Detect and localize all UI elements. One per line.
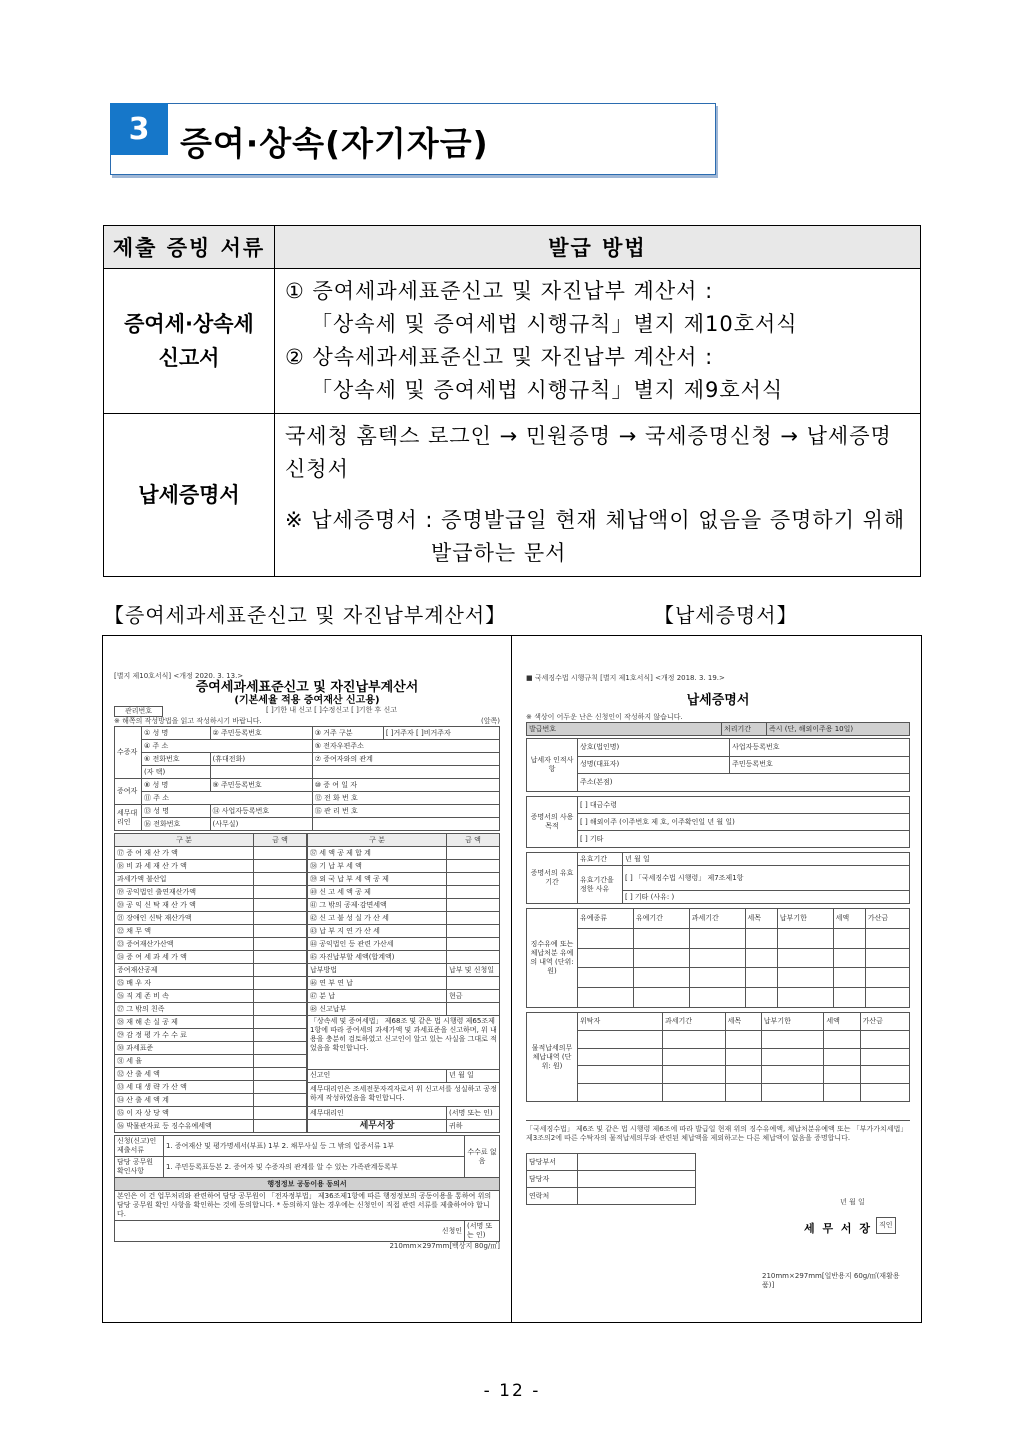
document-table [103,225,921,577]
cert-date: 년 월 일 [840,1198,865,1206]
gift-tax-return-form [114,672,500,1292]
header-method: 발급 방법 [275,226,921,269]
right-paper-spec: 210mm×297mm[일반용지 60g/㎡(재활용품)] [762,1272,900,1289]
row-label-tax-certificate: 납세증명서 [104,414,275,577]
mgmt-no: 관리번호 [114,706,163,717]
row-content-tax-return: ① 증여세과세표준신고 및 자진납부 계산서 : 「상속세 및 증여세법 시행규칙」별지 제10호서식 ② 상속세과세표준신고 및 자진납부 계산서 : 「상속세 및 증여세법 시행규칙」별지 제9호서식 [275,269,921,414]
header-documents: 제출 증빙 서류 [104,226,275,269]
cert-note: ※ 색상이 어두운 난은 신청인이 작성하지 않습니다. [526,713,683,721]
page-number: - 12 - [483,1381,541,1401]
forms-divider [511,635,512,1323]
left-paper-spec: 210mm×297mm[백상지 80g/㎡] [389,1242,500,1250]
cert-title: 납세증명서 [686,693,750,708]
cert-seal: 직인 [876,1217,896,1234]
cert-header-table: 발급번호 처리기간 즉시 (단, 해외이주용 10일) [526,722,910,736]
filing-options: [ ]기한 내 신고 [ ]수정신고 [ ]기한 후 신고 [265,706,398,714]
contact-table: 담당부서 담당자 연락처 [526,1153,696,1205]
form-subtitle: (기본세율 적용 증여재산 신고용) [234,695,380,706]
cert-statement: 「국세징수법」 제6조 및 같은 법 시행령 제6조에 따라 발급일 현재 위의 징수유예액, 체납처분유예액 또는 「부가가치세법」 제3조의2에 따른 수탁자의 물적납세의무와 관련된 체납액을 제외하고는 다른 체납액이 없음을 증명합니다. [526,1120,910,1143]
form-top-note: [별지 제10호서식] <개정 2020. 3. 13.> [114,672,244,680]
form-note: ※ 해쪽의 작성방법을 읽고 작성하시기 바랍니다. [114,717,262,725]
cert-top-note: ■ 국세징수법 시행규칙 [별지 제1호서식] <개정 2018. 3. 19.> [526,674,725,682]
taxpayer-table: 납세자 인적사항 상호(법인명) 사업자등록번호 성명(대표자) 주민등록번호 주소(본점) [526,738,910,792]
caption-left: 【증여세과세표준신고 및 자진납부계산서】 [104,603,507,627]
purpose-table: 증명서의 사용목적 [ ] 대금수령 [ ] 해외이주 (이주번호 제 호, 이주확인일 년 월 일) [ ] 기타 [526,796,910,848]
cert-office: 세 무 서 장 [804,1222,872,1235]
form-title: 증여세과세표준신고 및 자진납부계산서 [195,680,419,695]
form-page: (앞쪽) [481,717,500,725]
validity-table: 증명서의 유효기간 유효기간 년 월 일 유효기간을 정한 사유 [ ] 「국세징수법 시행령」 제7조제1항 [ ] 기타 (사유: ) [526,852,910,904]
deferral-table: 징수유예 또는 체납처분 유예의 내역 (단위: 원) 유예종류 유예기간 과세기간 세목 납부기한 세액 가산금 [526,908,910,1008]
trust-table: 물적납세의무 체납내역 (단위: 원) 위탁자 과세기간 세목 납부기한 세액 가산금 [526,1012,910,1102]
section-title: 증여·상속(자기자금) [180,124,489,163]
calc-right-table: 구 분 금 액 ㊲ 세 액 공 제 합 계 ㊳ 기 납 부 세 액 ㊴ 외 국 납 부 세 액 공 제 ㊵ 신 고 세 액 공 제 ㊶ 그 밖의 공제·감면세액 ㊷ 신 고 불 성 실 가 산 세 ㊸ 납 부 지 연 가 산 세 ㊹ 공익법인 등 관련 가산세 ㊺ 자진납부할 세액(합계액) 납부방법 납부 및 신청일 ㊻ 연 부 연 납 ㊼ 분 납 현금 ㊽ 신고납부 「상속세 및 증여세법」 제68조 및 같은 법 시행령 제65조제1항에 따라 증여세의 과세가액 및 과세표준을 신고하며, 위 내용을 충분히 검토하였고 신고인이 알고 있는 사실을 그대로 적었음을 확인합니다. 신고인 년 월 일 세무대리인은 조세전문자격자로서 위 신고서를 성실하고 공정하게 작성하였음을 확인합니다. 세무대리인 (서명 또는 인) 세무서장 귀하 [307,833,500,1133]
party-info-table: 수증자 ① 성 명 ② 주민등록번호 ③ 거주 구분 [ ]거주자 [ ]비거주자 ④ 주 소 ⑤ 전자우편주소 ⑥ 전화번호 (휴대전화) ⑦ 증여자와의 관계 (자 택) 증여자 ⑧ 성 명 ⑨ 주민등록번호 ⑩ 증 여 일 자 ⑪ 주 소 ⑫ 전 화 번 호 세무대리인 ⑬ 성 명 ⑭ 사업자등록번호 ⑮ 관 리 번 호 ⑯ 전화번호 (사무실) [114,726,500,831]
section-number: 3 [110,103,168,155]
attachments-table: 신청(신고)인 제출서류 1. 증여재산 및 평가명세서(부표) 1부 2. 채무사실 등 그 밖의 입증서류 1부 수수료 없음 담당 공무원 확인사항 1. 주민등록표등본 2. 증여자 및 수증자의 관계를 알 수 있는 가족관계등록부 행정정보 공동이용 동의서 본인은 이 건 업무처리와 관련하여 담당 공무원이 「전자정부법」 제36조제1항에 따른 행정정보의 공동이용을 통하여 위의 담당 공무원 확인 사항을 확인하는 것에 동의합니다. * 동의하지 않는 경우에는 신청인이 직접 관련 서류를 제출하여야 합니다. 신청인 (서명 또는 인) [114,1135,500,1242]
caption-right: 【납세증명서】 [654,603,798,627]
row-content-tax-certificate: 국세청 홈텍스 로그인 → 민원증명 → 국세증명신청 → 납세증명 신청서 ※ 납세증명서 : 증명발급일 현재 체납액이 없음을 증명하기 위해 발급하는 문서 [275,414,921,577]
row-label-tax-return: 증여세·상속세 신고서 [104,269,275,414]
tax-payment-certificate-form [526,674,910,1290]
calc-left-table: 구 분 금 액 ⑰ 증 여 재 산 가 액 ⑱ 비 과 세 재 산 가 액 과세가액 불산입 ⑲ 공익법인 출연재산가액 ⑳ 공 익 신 탁 재 산 가 액 ㉑ 장애인 신탁 재산가액 ㉒ 채 무 액 ㉓ 증여재산가산액 ㉔ 증 여 세 과 세 가 액 증여재산공제 ㉕ 배 우 자 ㉖ 직 계 존 비 속 ㉗ 그 밖의 친족 ㉘ 재 해 손 실 공 제 ㉙ 감 정 평 가 수 수 료 ㉚ 과세표준 ㉛ 세 율 ㉜ 산 출 세 액 ㉝ 세 대 생 략 가 산 액 ㉞ 산 출 세 액 계 ㉟ 이 자 상 당 액 ㊱ 박물관자료 등 징수유예세액 [114,833,307,1133]
